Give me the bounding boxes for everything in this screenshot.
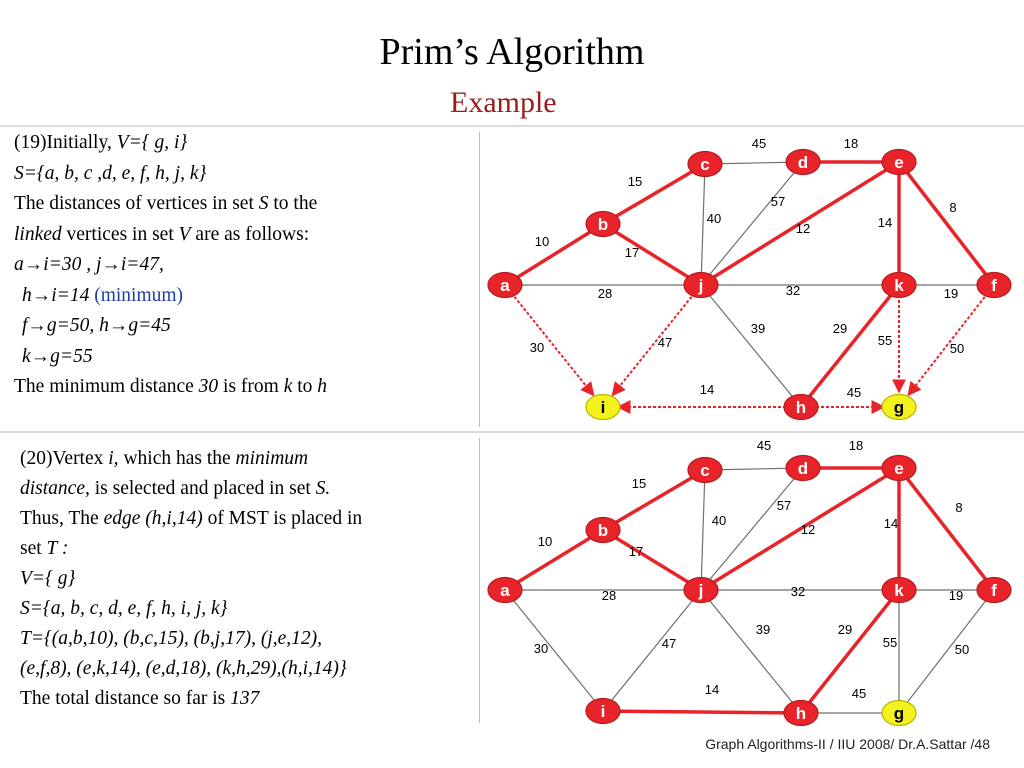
edge-weight-e-f: 8 (949, 200, 957, 215)
node-j-label: j (698, 581, 704, 600)
edge-weight-a-b: 10 (537, 534, 553, 549)
step20-line8-text: (e,f,8), (e,k,14), (e,d,18), (k,h,29),(h,i,14)} (20, 658, 347, 679)
step19-line9 (14, 372, 327, 403)
edge-c-j (701, 164, 705, 285)
edge-weight-c-j: 40 (706, 211, 722, 226)
edge-f-g (899, 590, 994, 713)
step20-line1 (20, 444, 362, 474)
edge-e-f (899, 162, 994, 285)
edge-e-f (899, 468, 994, 590)
step20-line1-i: i, (108, 448, 119, 469)
step19-line2 (14, 159, 327, 190)
edge-weight-j-e: 12 (800, 522, 816, 537)
edge-weight-j-h: 39 (755, 622, 771, 637)
edge-weight-k-g: 55 (882, 635, 898, 650)
slide-footer: Graph Algorithms-II / IIU 2008/ Dr.A.Sattar /48 (705, 736, 990, 752)
edge-weight-h-g: 45 (846, 385, 862, 400)
edge-weight-a-j: 28 (601, 588, 617, 603)
node-h-label: h (795, 704, 807, 723)
node-b (586, 212, 620, 237)
step19-line6-main: h→i=14 (22, 284, 90, 306)
node-d (786, 456, 820, 481)
edge-weight-f-g: 50 (954, 642, 970, 657)
edge-weight-b-j: 17 (624, 245, 640, 260)
node-g (882, 395, 916, 420)
step19-line1 (14, 128, 327, 159)
edge-weight-d-j: 57 (770, 194, 786, 209)
node-i-label: i (600, 702, 606, 721)
node-h (784, 701, 818, 726)
step19-line9-a: The minimum distance (14, 376, 199, 397)
step19-line8-text: k→g=55 (22, 345, 93, 367)
edge-b-c (603, 164, 705, 224)
step19-line4-v: V (178, 223, 191, 245)
step19-line5-text: a→i=30 , j→i=47, (14, 254, 164, 275)
step19-line6 (14, 281, 327, 312)
node-k (882, 273, 916, 298)
node-c (688, 458, 722, 483)
node-e-label: e (894, 459, 904, 478)
edge-weight-e-k: 14 (877, 215, 893, 230)
step20-line2-s: S. (315, 478, 331, 499)
step19-line3-a: The distances of vertices in set (14, 193, 259, 214)
edge-b-j (603, 530, 701, 590)
edge-weight-d-j: 57 (776, 498, 792, 513)
node-k-label: k (894, 581, 904, 600)
step19-line9-b: is from (218, 376, 284, 397)
step20-line7 (20, 624, 362, 654)
step19-minimum-note: (minimum) (89, 284, 184, 306)
step20-line4 (20, 534, 362, 564)
edge-a-i (505, 285, 594, 395)
step20-line5-text: V={ g} (20, 568, 76, 589)
edge-weight-j-h: 39 (750, 321, 766, 336)
node-j (684, 273, 718, 298)
step19-line4-b: are as follows: (190, 223, 310, 245)
step20-text (20, 444, 362, 714)
edge-weight-j-e: 12 (795, 221, 811, 236)
graph-step19 (483, 132, 1018, 427)
panel-divider-lower (479, 438, 480, 723)
edge-weight-c-j: 40 (711, 513, 727, 528)
node-h (784, 395, 818, 420)
step19-line4 (14, 220, 327, 251)
step20-line1-min: minimum (235, 448, 309, 469)
step20-line3-b: of MST is placed in (202, 508, 363, 529)
edge-a-i (505, 590, 603, 711)
step20-line6 (20, 594, 362, 624)
middle-divider (0, 431, 1024, 433)
node-e-label: e (894, 153, 904, 172)
edge-layer (505, 162, 994, 407)
step19-line9-num: 30 (198, 376, 219, 397)
node-a (488, 578, 522, 603)
node-g-label: g (893, 704, 905, 723)
node-i-label: i (600, 398, 606, 417)
step20-line9 (20, 684, 362, 714)
node-f (977, 578, 1011, 603)
step19-line7 (14, 311, 327, 342)
node-f-label: f (991, 276, 997, 295)
edge-a-b (505, 530, 603, 590)
step20-line5 (20, 564, 362, 594)
node-g (882, 701, 916, 726)
edge-weight-a-i: 30 (529, 340, 545, 355)
node-k (882, 578, 916, 603)
slide-subtitle: Example (450, 86, 557, 119)
step19-line2-set: S={a, b, c ,d, e, f, h, j, k} (14, 162, 207, 184)
edge-weight-h-i: 14 (699, 382, 715, 397)
top-divider (0, 125, 1024, 127)
step19-line9-k: k (283, 376, 293, 397)
step19-line3 (14, 189, 327, 220)
edge-weight-b-c: 15 (631, 476, 647, 491)
step20-line7-text: T={(a,b,10), (b,c,15), (b,j,17), (j,e,12), (20, 628, 323, 649)
step19-line9-h: h (317, 376, 328, 397)
panel-divider-upper (479, 132, 480, 427)
edge-weight-d-e: 18 (848, 438, 864, 453)
edge-k-h (801, 590, 899, 713)
edge-weight-h-g: 45 (851, 686, 867, 701)
node-j (684, 578, 718, 603)
step19-line4-linked: linked (14, 223, 62, 245)
edge-j-h (701, 285, 801, 407)
edge-weight-j-i: 47 (657, 335, 673, 350)
node-b (586, 518, 620, 543)
edge-weight-j-k: 32 (785, 283, 801, 298)
step19-text (14, 128, 327, 403)
step20-line4-a: set (20, 538, 47, 559)
step20-line2 (20, 474, 362, 504)
step20-line6-text: S={a, b, c, d, e, f, h, i, j, k} (20, 598, 228, 619)
edge-b-c (603, 470, 705, 530)
edge-d-j (701, 468, 803, 590)
step19-line3-b: to the (268, 193, 318, 214)
node-c (688, 152, 722, 177)
node-g-label: g (893, 398, 905, 417)
edge-weight-h-i: 14 (704, 682, 720, 697)
node-b-label: b (597, 521, 609, 540)
step20-line4-t: T : (46, 538, 69, 559)
edge-weight-k-h: 29 (832, 321, 848, 336)
edge-weight-k-f: 19 (943, 286, 959, 301)
edge-weight-k-g: 55 (877, 333, 893, 348)
edge-a-b (505, 224, 603, 285)
node-k-label: k (894, 276, 904, 295)
edge-weight-c-d: 45 (751, 136, 767, 151)
edge-b-j (603, 224, 701, 285)
slide-title: Prim’s Algorithm (379, 31, 645, 73)
step20-line3-edge: edge (h,i,14) (103, 508, 203, 529)
step20-line9-num: 137 (230, 688, 260, 709)
edge-weight-e-k: 14 (883, 516, 899, 531)
edge-weight-b-j: 17 (628, 544, 644, 559)
node-d-label: d (797, 153, 809, 172)
step20-line8 (20, 654, 362, 684)
node-f (977, 273, 1011, 298)
step20-line9-a: The total distance so far is (20, 688, 231, 709)
node-i (586, 395, 620, 420)
node-c-label: c (700, 155, 710, 174)
edge-weight-j-i: 47 (661, 636, 677, 651)
node-e (882, 456, 916, 481)
node-b-label: b (597, 215, 609, 234)
edge-weight-k-h: 29 (837, 622, 853, 637)
step20-line3-a: Thus, The (20, 508, 104, 529)
edge-weight-a-b: 10 (534, 234, 550, 249)
node-c-label: c (700, 461, 710, 480)
step19-line4-a: vertices in set (61, 223, 179, 245)
node-f-label: f (991, 581, 997, 600)
step20-line2-dist: distance, (20, 478, 90, 499)
node-i (586, 699, 620, 724)
edge-weight-k-f: 19 (948, 588, 964, 603)
edge-h-i (603, 711, 801, 713)
node-a (488, 273, 522, 298)
node-d-label: d (797, 459, 809, 478)
step19-line8 (14, 342, 327, 373)
edge-j-i (612, 285, 701, 395)
graph-step20 (483, 438, 1018, 728)
step19-line5 (14, 250, 327, 281)
step20-line1-b: which has the (118, 448, 236, 469)
node-j-label: j (698, 276, 704, 295)
node-a-label: a (500, 276, 510, 295)
edge-weight-e-f: 8 (955, 500, 963, 515)
edge-weight-c-d: 45 (756, 438, 772, 453)
edge-weight-a-i: 30 (533, 641, 549, 656)
node-e (882, 150, 916, 175)
edge-weight-a-j: 28 (597, 286, 613, 301)
edge-weight-j-k: 32 (790, 584, 806, 599)
edge-c-j (701, 470, 705, 590)
step19-line7-text: f→g=50, h→g=45 (22, 315, 171, 336)
edge-j-i (603, 590, 701, 711)
step20-line1-a: (20)Vertex (20, 448, 109, 469)
node-d (786, 150, 820, 175)
step19-line1-set: V={ g, i} (116, 132, 188, 153)
node-h-label: h (795, 398, 807, 417)
step20-line2-a: is selected and placed in set (89, 478, 316, 499)
step19-line1-prefix: (19)Initially, (14, 132, 117, 153)
edge-weight-d-e: 18 (843, 136, 859, 151)
edge-layer (505, 468, 994, 713)
edge-weight-b-c: 15 (627, 174, 643, 189)
step19-line9-c: to (292, 376, 318, 397)
edge-weight-f-g: 50 (949, 341, 965, 356)
node-a-label: a (500, 581, 510, 600)
step19-line3-s: S (258, 193, 269, 214)
step20-line3 (20, 504, 362, 534)
